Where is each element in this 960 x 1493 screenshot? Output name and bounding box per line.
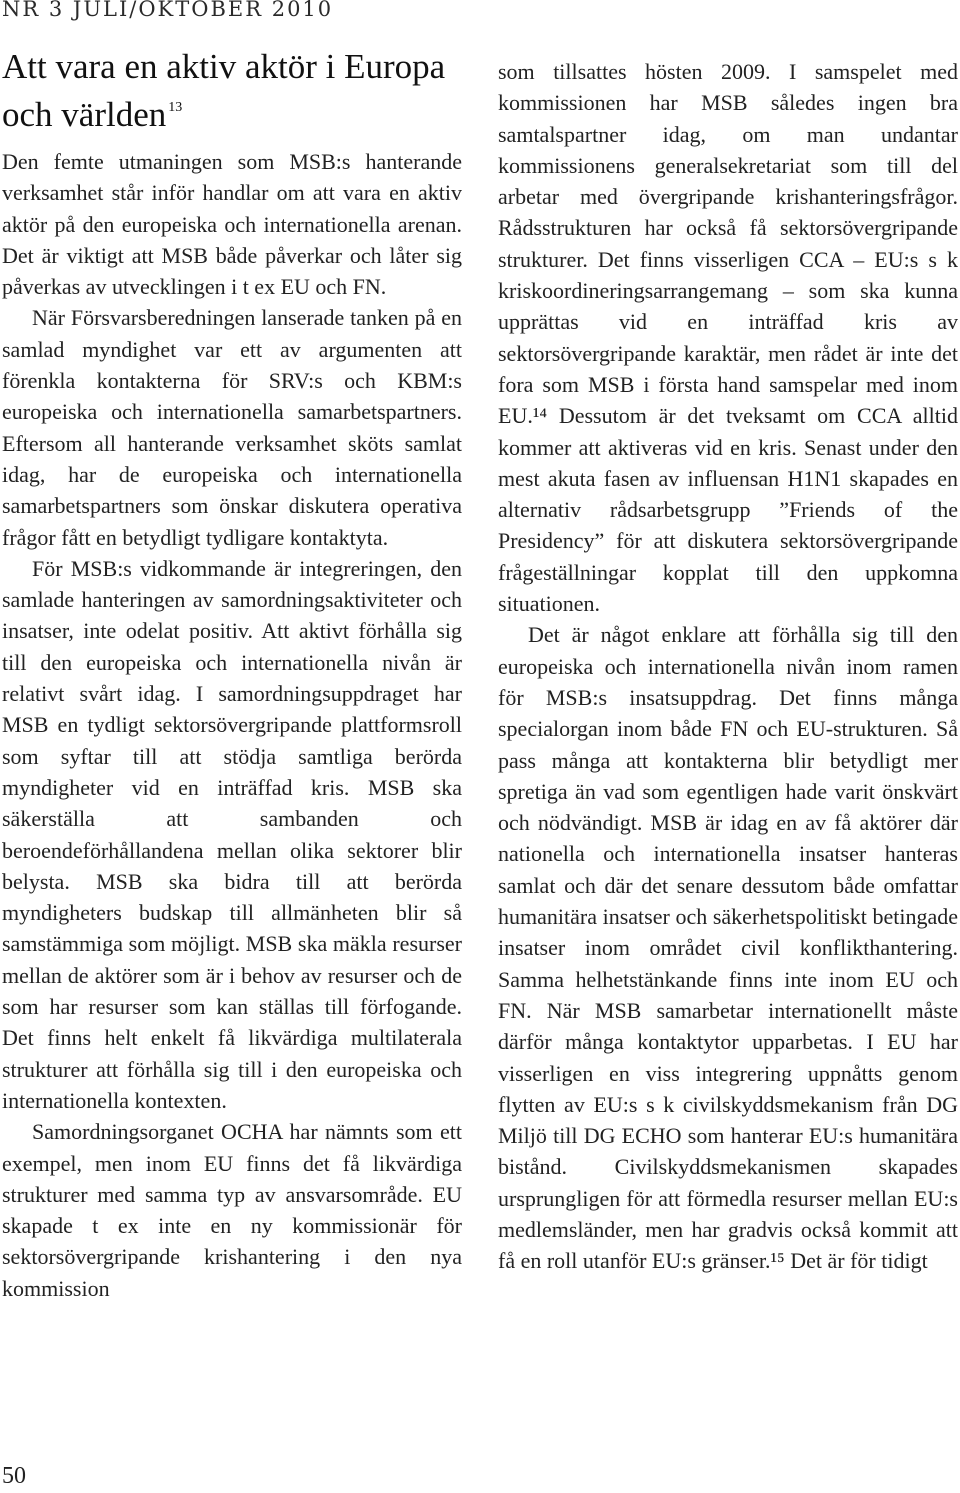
running-header: NR 3 JULI/OKTOBER 2010 xyxy=(2,0,334,21)
right-paragraph-1: som tillsattes hösten 2009. I samspelet med kommissionen har MSB således ingen bra samtalspartner idag, om man undantar kommissionens generalsekretariat som till del arbetar med övergripande krishanteringsfrågor. Rådsstrukturen har också få sektorsövergripande strukturer. Det finns visserligen CCA – EU:s s k kriskoordineringsarrangemang – som ska kunna upprättas vid en inträffad kris av sektorsövergripande karaktär, men rådet är inte det fora som MSB i första hand samspelar med inom EU.¹⁴ Dessutom är det tveksamt om CCA alltid kommer att aktiveras vid en kris. Senast under den mest akuta fasen av influensan H1N1 skapades en alternativ rådsarbetsgrupp ”Friends of the Presidency” för att diskutera sektorsövergripande frågeställningar kopplat till den uppkomna situationen. xyxy=(498,59,958,617)
left-column xyxy=(2,146,462,1304)
left-paragraph-4: Samordningsorganet OCHA har nämnts som ett exempel, men inom EU finns det få likvärdiga strukturer med samma typ av ansvarsområde. EU skapade t ex inte en ny kommissionär för sektorsövergripande krishantering i den nya kommission xyxy=(2,1119,462,1301)
article-title xyxy=(2,46,462,135)
left-paragraph-3: För MSB:s vidkommande är integreringen, den samlade hanteringen av samordningsaktiviteter och insatser, inte odelat positiv. Att aktivt förhålla sig till den europeiska och internationella nivån är relativt svårt idag. I samordningsuppdraget har MSB en tydligt sektorsövergripande plattformsroll som syftar till att stödja samtliga berörda myndigheter vid en inträffad kris. MSB ska säkerställa att sambanden och beroendeförhållandena mellan olika sektorer blir belysta. MSB ska bidra till att berörda myndigheters budskap till allmänheten blir så samstämmiga som möjligt. MSB ska mäkla resurser mellan de aktörer som är i behov av resurser och de som har resurser som kan ställas till förfogande. Det finns helt enkelt få likvärdiga multilaterala strukturer att förhålla sig till i den europeiska och internationella kontexten. xyxy=(2,555,462,1113)
article-title-text: Att vara en aktiv aktör i Europa och världen xyxy=(2,47,446,134)
left-paragraph-2: När Försvarsberedningen lanserade tanken på en samlad myndighet var ett av argumenten att förenkla kontakterna för SRV:s och KBM:s europeiska och internationella samarbetspartners. Eftersom all hanterande verksamhet sköts samlat idag, har de europeiska och internationella samarbetspartners som önskar diskutera operativa frågor fått en betydligt tydligare kontaktyta. xyxy=(2,305,462,550)
title-footnote-ref: 13 xyxy=(168,100,183,115)
left-paragraph-1: Den femte utmaningen som MSB:s hanterande verksamhet står inför handlar om att vara en aktiv aktör på den europeiska och internationella arenan. Det är viktigt att MSB både påverkar och låter sig påverkas av utvecklingen i t ex EU och FN. xyxy=(2,149,462,300)
right-column xyxy=(498,56,958,1277)
right-paragraph-2: Det är något enklare att förhålla sig till den europeiska och internationella nivån inom ramen för MSB:s insatsuppdrag. Det finns många specialorgan inom både FN och EU-strukturen. Så pass många att kontakterna blir betydligt mer spretiga än vad som egentligen hade varit önskvärt och nödvändigt. MSB är idag en av få aktörer där nationella och internationella insatser hanteras samlat och där det senare dessutom både omfattar humanitära insatser och säkerhetspolitiskt betingade insatser inom området civil konflikthantering. Samma helhetstänkande finns inte inom EU och FN. När MSB samarbetar internationellt måste därför många kontaktytor upparbetas. I EU har visserligen en viss integrering uppnåtts genom flytten av EU:s s k civilskyddsmekanism från DG Miljö till DG ECHO som hanterar EU:s humanitära bistånd. Civilskyddsmekanismen skapades ursprungligen för att förmedla resurser mellan EU:s medlemsländer, men har gradvis också kommit att få en roll utanför EU:s gränser.¹⁵ Det är för tidigt xyxy=(498,622,958,1274)
page-number: 50 xyxy=(2,1463,26,1489)
